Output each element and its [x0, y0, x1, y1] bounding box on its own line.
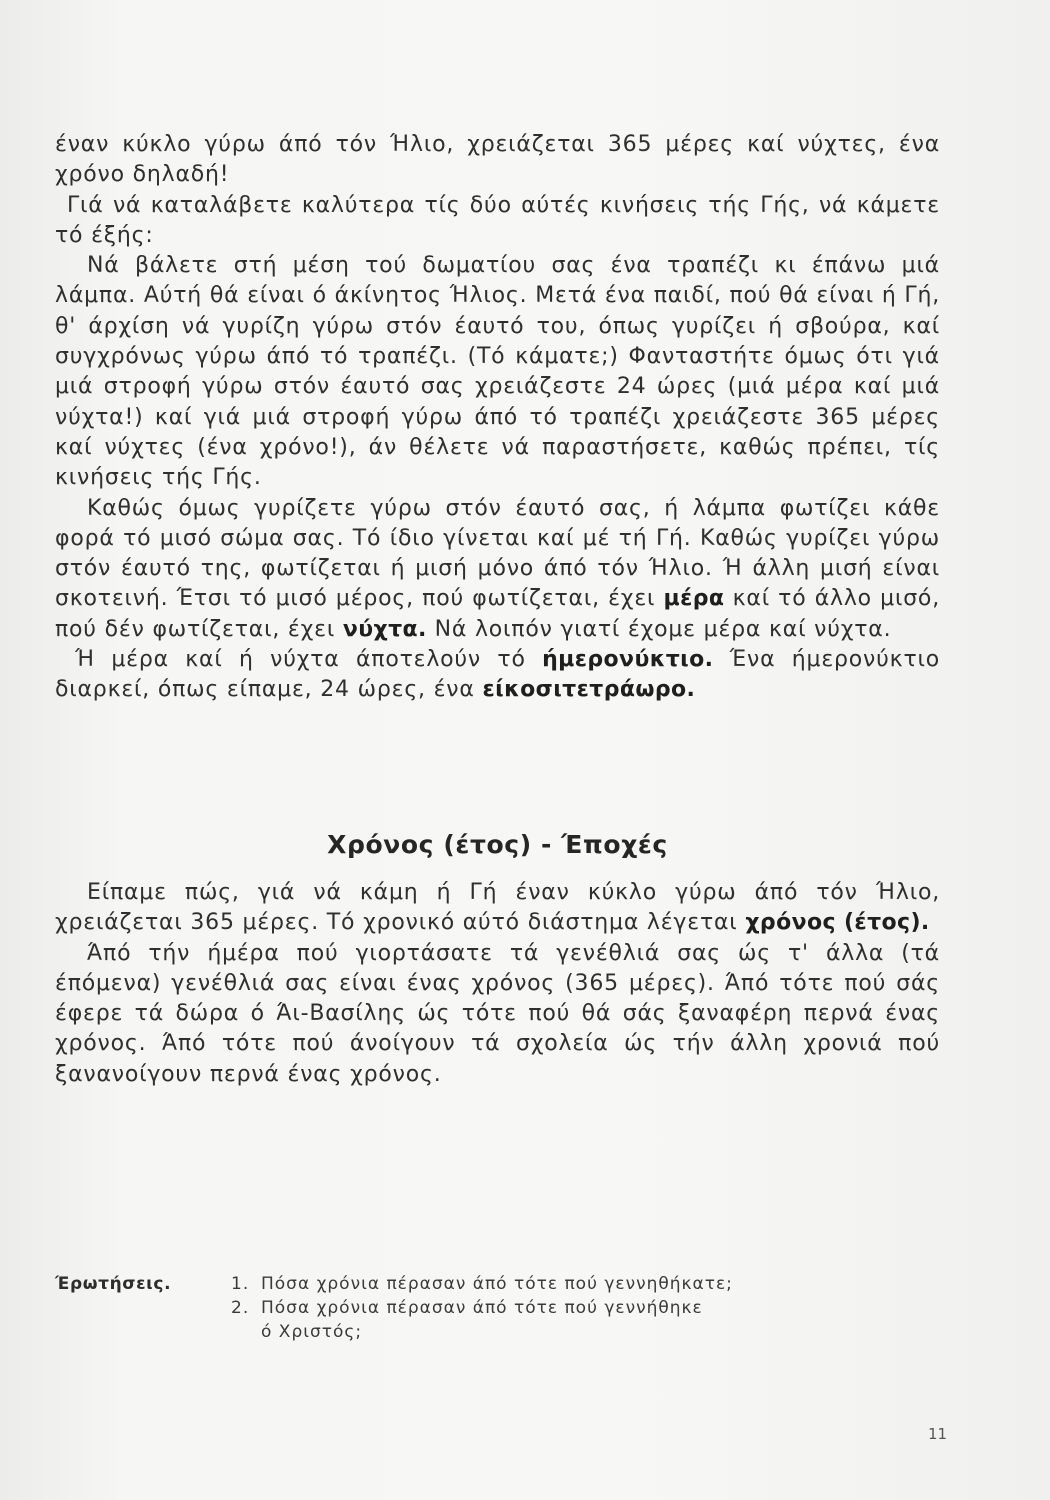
question-continuation: ό Χριστός;	[261, 1322, 363, 1342]
paragraph: Νά βάλετε στή μέση τού δωματίου σας ένα τραπέζι κι έπάνω μιά λάμπα. Αύτή θά είναι ό άκίνητος Ήλιος. Μετά ένα παιδί, πού θά είναι ή Γή, θ' άρχίση νά γυρίζη γύρω στόν έαυτό του, όπως γυρίζει ή σβούρα, καί συγχρόνως γύρω άπό τό τραπέζι. (Τό κάματε;) Φανταστήτε όμως ότι γιά μιά στροφή γύρω στόν έαυτό σας χρειάζεστε 24 ώρες (μιά μέρα καί μιά νύχτα!) καί γιά μιά στροφή γύρω άπό τό τραπέζι χρειάζεστε 365 μέρες καί νύχτες (ένα χρόνο!), άν θέλετε νά παραστήσετε, καθώς πρέπει, τίς κινήσεις τής Γής.	[55, 253, 940, 491]
page-number: 11	[928, 1425, 948, 1443]
label-spacer	[55, 1296, 231, 1320]
section-1-text	[55, 130, 940, 706]
question-number: 1.	[231, 1274, 250, 1294]
term-mera: μέρα	[663, 586, 725, 612]
section-heading: Χρόνος (έτος) - Έποχές	[327, 830, 668, 859]
text-span: Νά λοιπόν γιατί έχομε μέρα καί νύχτα.	[426, 616, 892, 642]
term-nychta: νύχτα.	[342, 616, 427, 642]
text-span: καί τό άλλο μισό, πού δέν φωτίζεται, έχει	[55, 586, 940, 642]
paragraph	[55, 878, 940, 939]
paragraph: έναν κύκλο γύρω άπό τόν Ήλιο, χρειάζεται 365 μέρες καί νύχτες, ένα χρόνο δηλαδή!	[55, 132, 940, 188]
question-row	[55, 1296, 940, 1320]
text-span: Καθώς όμως γυρίζετε γύρω στόν έαυτό σας, ή λάμπα φωτίζει κάθε φορά τό μισό σώμα σας. Τό ίδιο γίνεται καί μέ τή Γή. Καθώς γυρίζει γύρω στόν έαυτό της, φωτίζεται ή μισή μόνο άπό τόν Ήλιο. Ή άλλη μισή είναι σκοτεινή. Έτσι τό μισό μέρος, πού φωτίζεται, έχει	[55, 495, 940, 612]
questions-block	[55, 1272, 940, 1344]
question-row	[55, 1272, 940, 1296]
question-text: Πόσα χρόνια πέρασαν άπό τότε πού γεννηθήκατε;	[261, 1274, 733, 1294]
text-span: Ένα ήμερονύκτιο διαρκεί, όπως είπαμε, 24 ώρες, ένα	[55, 647, 940, 703]
text-span: Ή μέρα καί ή νύχτα άποτελούν τό	[75, 647, 543, 673]
paragraph: Γιά νά καταλάβετε καλύτερα τίς δύο αύτές κινήσεις τής Γής, νά κάμετε τό έξής:	[55, 192, 940, 248]
section-2-text	[55, 878, 940, 1090]
question-number: 2.	[231, 1298, 250, 1318]
paragraph: Άπό τήν ήμέρα πού γιορτάσατε τά γενέθλιά σας ώς τ' άλλα (τά έπόμενα) γενέθλιά σας είναι ένας χρόνος (365 μέρες). Άπό τότε πού σάς έφερε τά δώρα ό Άι-Βασίλης ώς τότε πού θά σάς ξαναφέρη περνά ένας χρόνος. Άπό τότε πού άνοίγουν τά σχολεία ώς τήν άλλη χρονιά πού ξανανοίγουν περνά ένας χρόνος.	[55, 940, 940, 1087]
term-imeronyktio: ήμερονύκτιο.	[542, 647, 714, 673]
text-span: Είπαμε πώς, γιά νά κάμη ή Γή έναν κύκλο γύρω άπό τόν Ήλιο, χρειάζεται 365 μέρες. Τό χρονικό αύτό διάστημα λέγεται	[55, 880, 940, 936]
questions-label: Έρωτήσεις.	[55, 1274, 172, 1294]
paragraph	[55, 645, 940, 706]
question-text: Πόσα χρόνια πέρασαν άπό τότε πού γεννήθηκε	[261, 1298, 703, 1318]
paragraph	[55, 494, 940, 645]
term-chronos: χρόνος (έτος).	[745, 910, 930, 936]
term-eikositetraoro: είκοσιτετράωρο.	[482, 677, 696, 703]
